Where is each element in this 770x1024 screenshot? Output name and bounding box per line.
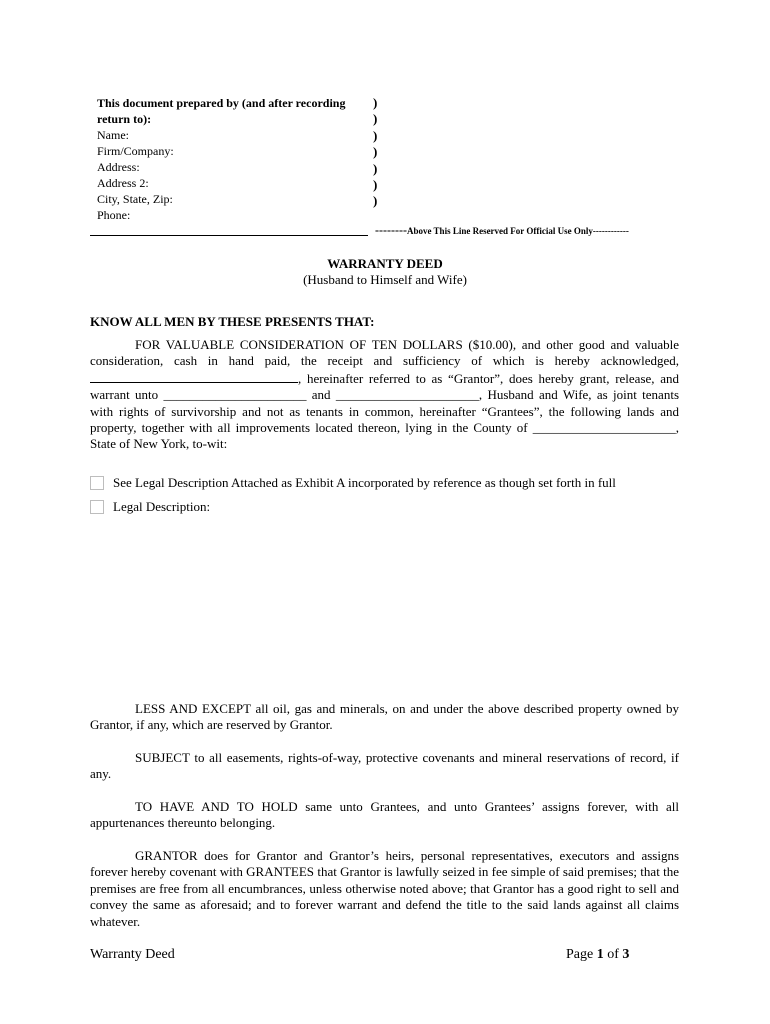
page-number (566, 947, 629, 963)
official-use-text: Above This Line Reserved For Official Use Only (406, 226, 593, 236)
page-prefix: Page (566, 947, 597, 962)
document-title: WARRANTY DEED (327, 256, 443, 271)
exhibit-a-label: See Legal Description Attached as Exhibit A incorporated by reference as though set forth in full (113, 475, 616, 490)
subject-text: SUBJECT to all easements, rights-of-way, protective covenants and mineral reservations of record, if any. (90, 750, 679, 782)
page-total: 3 (622, 947, 630, 962)
grantor-covenant-text: GRANTOR does for Grantor and Grantor’s heirs, personal representatives, executors and assigns forever hereby covenant with GRANTEES that Grantor is lawfully seized in fee simple of said premises; that the premises are free from all encumbrances, unless otherwise noted above; that Grantor has a good right to sell and convey the same as aforesaid; and to forever warrant and defend the title to the said lands against all claims whatever. (90, 848, 679, 929)
legal-description-option (90, 499, 210, 515)
to-have-paragraph (90, 799, 679, 832)
footer-title: Warranty Deed (90, 947, 175, 962)
grantor-covenant-paragraph (90, 848, 679, 930)
less-except-paragraph (90, 701, 679, 734)
preparer-name-label: Name: (97, 128, 129, 142)
know-all-heading: KNOW ALL MEN BY THESE PRESENTS THAT: (90, 314, 375, 329)
exhibit-a-checkbox[interactable] (90, 476, 104, 490)
preparer-address-label: Address: (97, 160, 140, 174)
exhibit-a-option (90, 475, 616, 491)
consideration-text-1: FOR VALUABLE CONSIDERATION OF TEN DOLLARS ($10.00), and other good and valuable consideration, cash in hand paid, the receipt and sufficiency of which is hereby acknowledged, (90, 337, 679, 369)
consideration-text-2: , hereinafter referred to as “Grantor”, does hereby grant, release, and warrant unto ______________________ and ______________________, Husband and Wife, as joint tenants with rights of survivorship and not as tenants in common, hereinafter “Grantees”, the following lands and property, together with all improvements located thereon, lying in the County of ______________________, State of New York, to-wit: (90, 370, 679, 452)
legal-description-label: Legal Description: (113, 499, 211, 514)
consideration-paragraph (90, 337, 679, 453)
preparer-city-label: City, State, Zip: (97, 192, 173, 206)
official-use-dashes-left: -------- (375, 223, 407, 237)
bracket-column: ) ) ) ) ) ) ) (373, 95, 378, 209)
to-have-text: TO HAVE AND TO HOLD same unto Grantees, and unto Grantees’ assigns forever, with all appurtenances thereunto belonging. (90, 799, 679, 831)
preparer-firm-label: Firm/Company: (97, 144, 174, 158)
document-subtitle: (Husband to Himself and Wife) (303, 272, 467, 287)
preparer-divider (90, 235, 368, 236)
page-of: of (603, 947, 623, 962)
official-use-line (375, 223, 629, 238)
page-current: 1 (596, 947, 604, 962)
legal-description-checkbox[interactable] (90, 500, 104, 514)
subject-paragraph (90, 750, 679, 783)
preparer-block (97, 95, 367, 223)
grantor-name-blank[interactable] (90, 370, 298, 383)
less-except-text: LESS AND EXCEPT all oil, gas and minerals, on and under the above described property owned by Grantor, if any, which are reserved by Grantor. (90, 701, 679, 733)
official-use-dashes-right: ------------ (592, 226, 629, 236)
preparer-address2-label: Address 2: (97, 176, 149, 190)
preparer-phone-label: Phone: (97, 208, 131, 222)
preparer-heading: This document prepared by (and after recording return to): (97, 96, 346, 126)
